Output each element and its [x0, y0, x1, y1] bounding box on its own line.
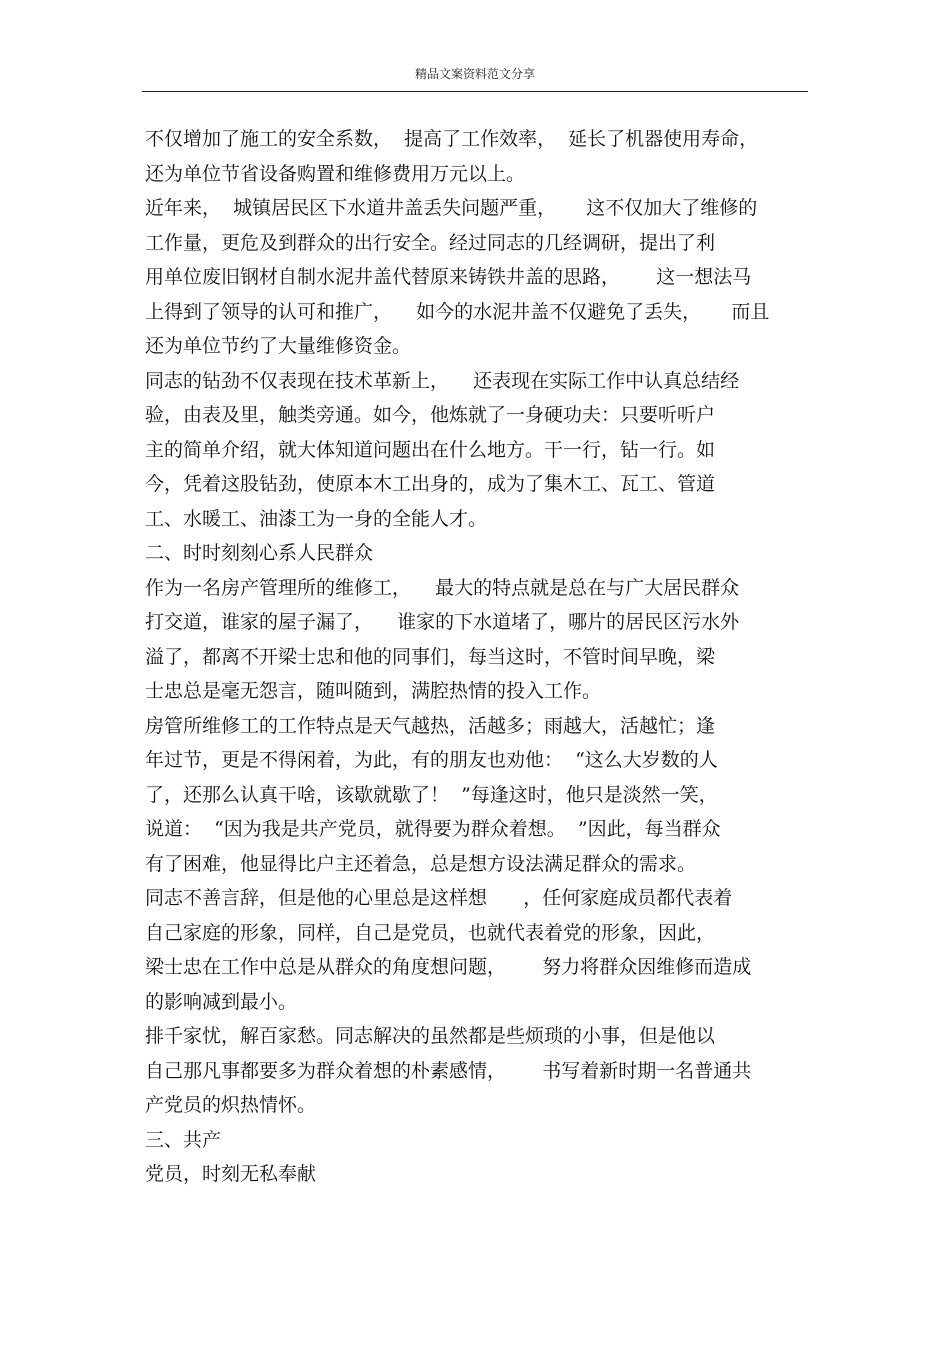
text-line: 梁士忠在工作中总是从群众的角度想问题， 努力将群众因维修而造成 [145, 956, 752, 978]
section-heading: 二、时时刻刻心系人民群众 [145, 542, 374, 564]
page-header: 精品文案资料范文分享 [414, 67, 535, 81]
section-heading: 三、共产 [145, 1128, 222, 1151]
text-line: 作为一名房产管理所的维修工， 最大的特点就是总在与广大居民群众 [145, 576, 740, 599]
text-line: 今，凭着这股钻劲，使原本木工出身的，成为了集木工、瓦工、管道 [145, 473, 716, 495]
text-line: 还为单位节约了大量维修资金。 [145, 335, 412, 357]
text-line: 不仅增加了施工的安全系数， 提高了工作效率， 延长了机器使用寿命， [145, 128, 759, 150]
text-line: 房管所维修工的工作特点是天气越热，活越多；雨越大，活越忙；逢 [145, 714, 716, 737]
text-line: 了，还那么认真干啥，该歇就歇了！ ”每逢这时，他只是淡然一笑， [145, 783, 718, 806]
text-line: 自己家庭的形象，同样，自己是党员，也就代表着党的形象，因此， [145, 921, 716, 944]
header-divider [142, 91, 808, 92]
text-line: 排千家忧，解百家愁。同志解决的虽然都是些烦琐的小事，但是他以 [145, 1025, 716, 1047]
text-line: 说道： “因为我是共产党员，就得要为群众着想。 ”因此，每当群众 [145, 818, 721, 840]
text-line: 产党员的炽热情怀。 [145, 1094, 317, 1116]
text-line: 用单位废旧钢材自制水泥井盖代替原来铸铁井盖的思路， 这一想法马 [145, 266, 752, 288]
text-line: 主的简单介绍，就大体知道问题出在什么地方。干一行，钻一行。如 [145, 438, 716, 461]
text-line: 近年来， 城镇居民区下水道井盖丢失问题严重， 这不仅加大了维修的 [145, 197, 758, 219]
text-line: 年过节，更是不得闲着，为此，有的朋友也劝他： “这么大岁数的人 [145, 749, 718, 771]
text-line: 同志的钻劲不仅表现在技术革新上， 还表现在实际工作中认真总结经 [145, 369, 740, 392]
text-line: 还为单位节省设备购置和维修费用万元以上。 [145, 162, 526, 185]
text-line: 士忠总是毫无怨言，随叫随到，满腔热情的投入工作。 [145, 680, 602, 702]
text-line: 有了困难，他显得比户主还着急，总是想方设法满足群众的需求。 [145, 852, 697, 875]
text-line: 的影响减到最小。 [145, 990, 298, 1013]
text-line: 验，由表及里，触类旁通。如今，他炼就了一身硬功夫：只要听听户 [145, 404, 716, 426]
document-body [145, 122, 810, 1192]
text-line: 自己那凡事都要多为群众着想的朴素感情， 书写着新时期一名普通共 [145, 1059, 752, 1082]
text-line: 工作量，更危及到群众的出行安全。经过同志的几经调研，提出了利 [145, 231, 716, 254]
text-line: 上得到了领导的认可和推广， 如今的水泥井盖不仅避免了丢失， 而且 [145, 300, 770, 323]
text-line: 工、水暖工、油漆工为一身的全能人才。 [145, 507, 488, 530]
text-line: 溢了，都离不开梁士忠和他的同事们，每当这时，不管时间早晚，梁 [145, 645, 716, 668]
text-line: 党员，时刻无私奉献 [145, 1163, 317, 1185]
text-line: 同志不善言辞，但是他的心里总是这样想 ，任何家庭成员都代表着 [145, 887, 733, 909]
text-line: 打交道，谁家的屋子漏了， 谁家的下水道堵了，哪片的居民区污水外 [145, 611, 740, 633]
